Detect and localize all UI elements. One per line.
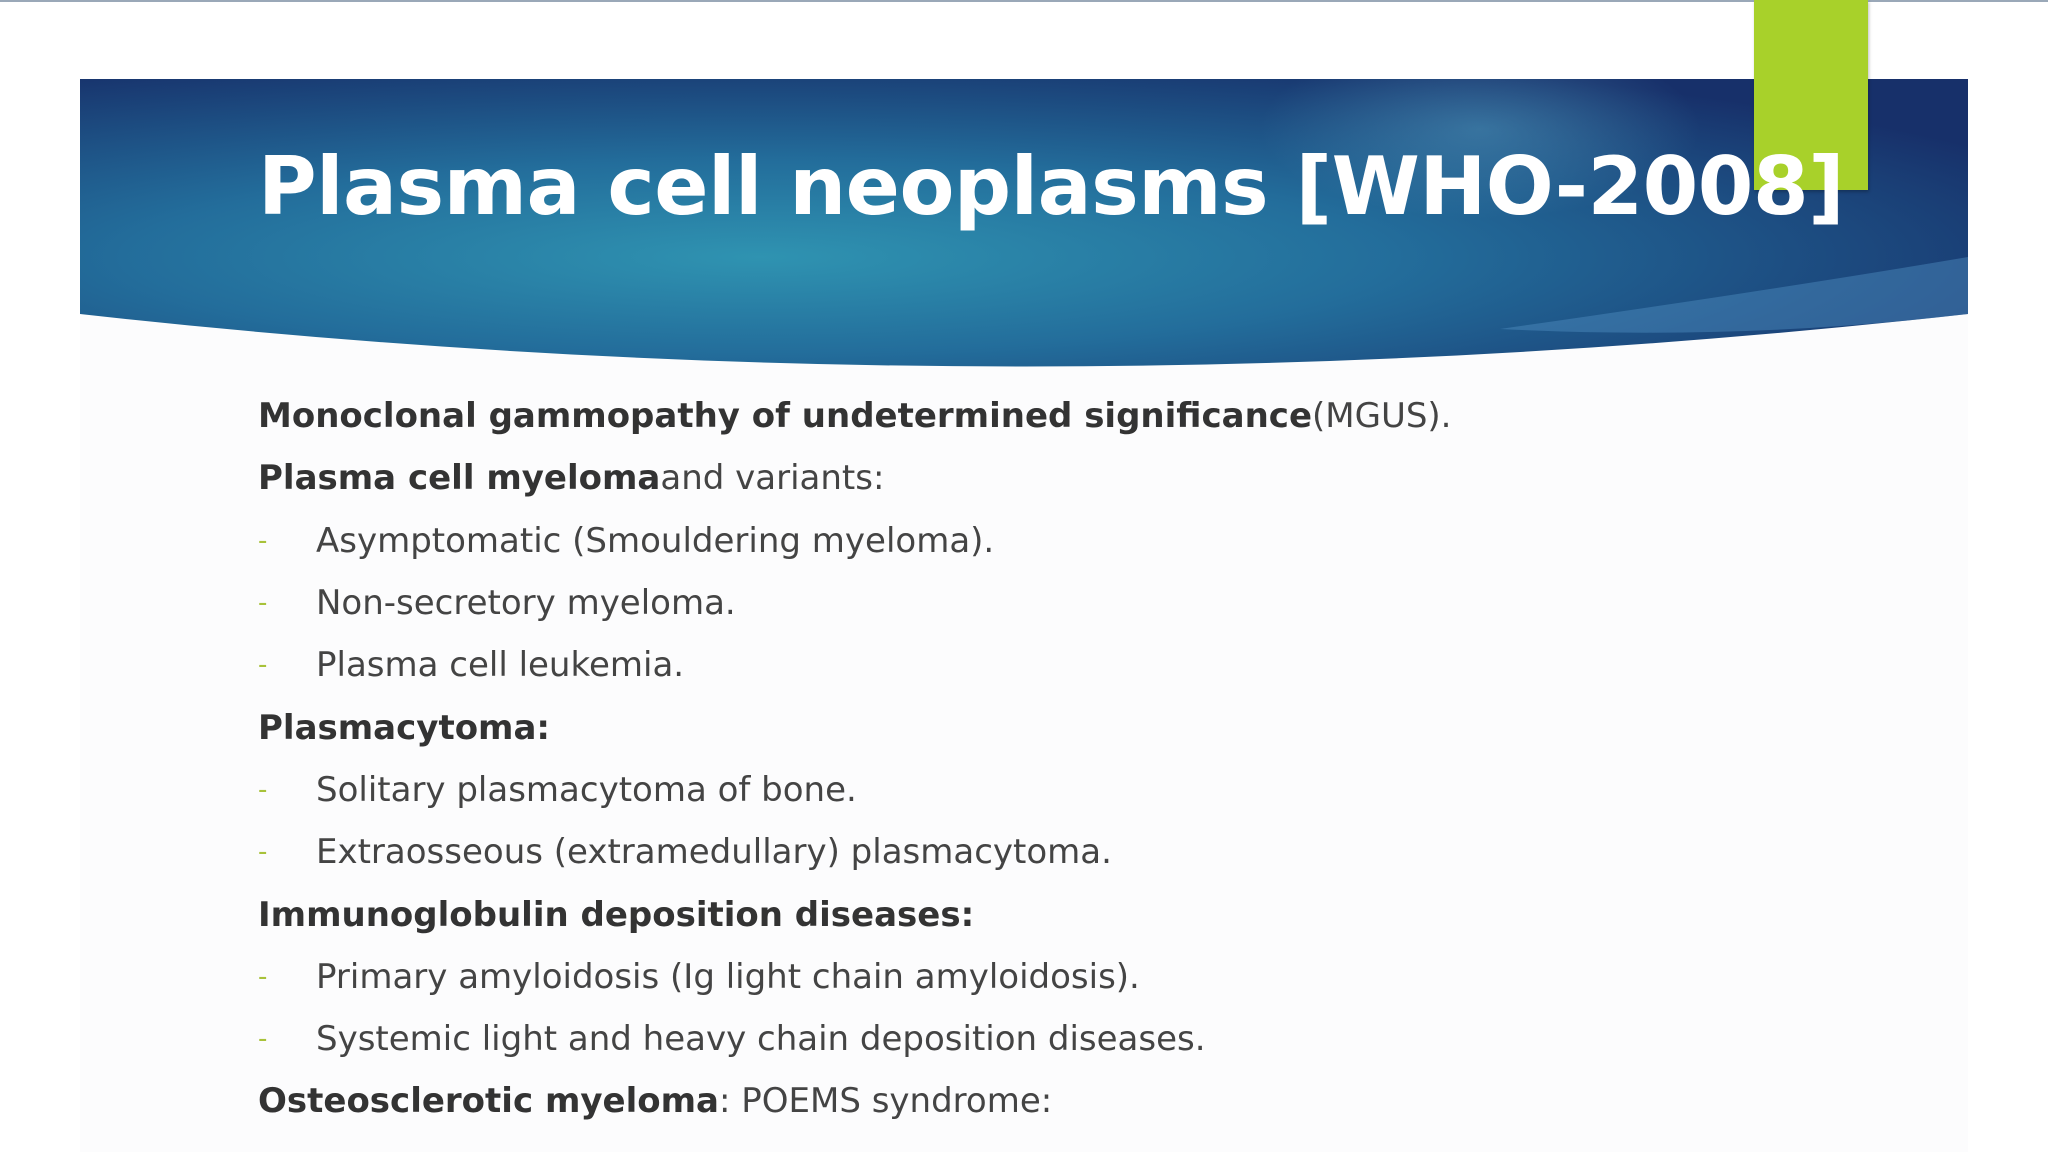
sub-list-item bbox=[258, 634, 1858, 696]
slide-body bbox=[258, 385, 1858, 1133]
dash-bullet: - bbox=[258, 650, 268, 681]
item-heading: Monoclonal gammopathy of undetermined significance bbox=[258, 396, 1312, 437]
sub-item-text: Extraosseous (extramedullary) plasmacytoma. bbox=[316, 832, 1112, 873]
list-item bbox=[258, 883, 1858, 945]
item-heading: Osteosclerotic myeloma bbox=[258, 1081, 719, 1122]
list-item bbox=[258, 447, 1858, 509]
sub-item-text: Non-secretory myeloma. bbox=[316, 583, 736, 624]
item-text: and variants: bbox=[660, 458, 885, 499]
sub-list-item bbox=[258, 1008, 1858, 1070]
dash-bullet: - bbox=[258, 961, 268, 992]
sub-list-item bbox=[258, 946, 1858, 1008]
item-text: (MGUS). bbox=[1312, 396, 1452, 437]
sub-item-text: Systemic light and heavy chain deposition diseases. bbox=[316, 1019, 1206, 1060]
dash-bullet: - bbox=[258, 1024, 268, 1055]
sub-item-text: Plasma cell leukemia. bbox=[316, 645, 685, 686]
list-item bbox=[258, 696, 1858, 758]
sub-list-item bbox=[258, 821, 1858, 883]
sub-list-item bbox=[258, 510, 1858, 572]
sub-list-item bbox=[258, 572, 1858, 634]
top-divider bbox=[0, 0, 2048, 2]
dash-bullet: - bbox=[258, 525, 268, 556]
sub-list-item bbox=[258, 759, 1858, 821]
item-text: : POEMS syndrome: bbox=[718, 1081, 1053, 1122]
item-heading: Plasma cell myeloma bbox=[258, 458, 661, 499]
item-heading: Plasmacytoma: bbox=[258, 707, 551, 748]
sub-item-text: Primary amyloidosis (Ig light chain amyloidosis). bbox=[316, 956, 1140, 997]
dash-bullet: - bbox=[258, 837, 268, 868]
dash-bullet: - bbox=[258, 588, 268, 619]
sub-item-text: Solitary plasmacytoma of bone. bbox=[316, 769, 857, 810]
slide-title: Plasma cell neoplasms [WHO-2008] bbox=[258, 140, 1845, 233]
list-item bbox=[258, 1070, 1858, 1132]
dash-bullet: - bbox=[258, 774, 268, 805]
list-item bbox=[258, 385, 1858, 447]
sub-item-text: Asymptomatic (Smouldering myeloma). bbox=[316, 520, 995, 561]
item-heading: Immunoglobulin deposition diseases: bbox=[258, 894, 975, 935]
